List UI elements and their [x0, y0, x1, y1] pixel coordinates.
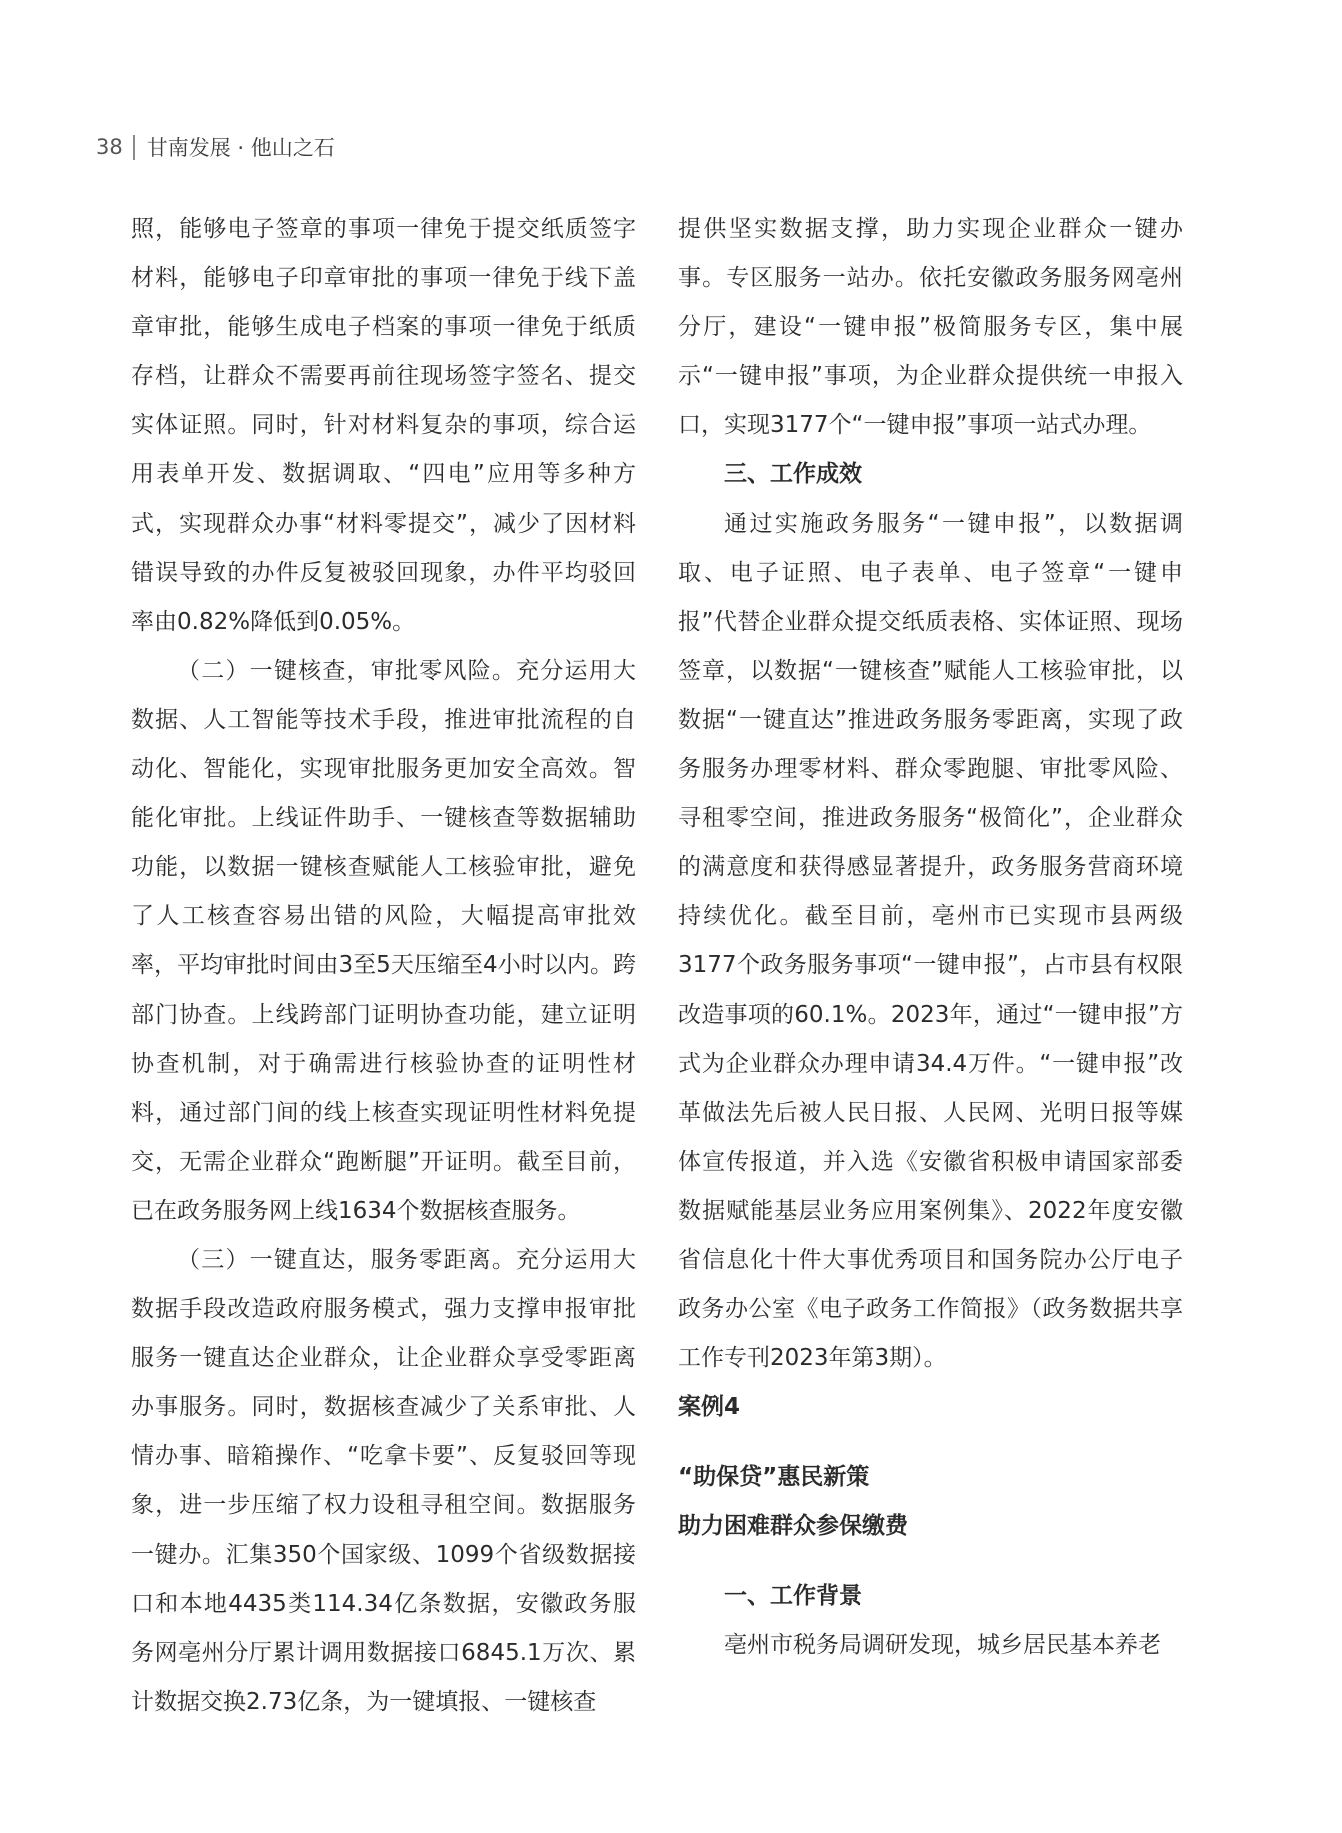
left-paragraph-1: 照，能够电子签章的事项一律免于提交纸质签字材料，能够电子印章审批的事项一律免于线下盖章审批，能够生成电子档案的事项一律免于纸质存档，让群众不需要再前往现场签字签名、提交实体证照。同时，针对材料复杂的事项，综合运用表单开发、数据调取、“四电”应用等多种方式，实现群众办事“材料零提交”，减少了因材料错误导致的办件反复被驳回现象，办件平均驳回率由0.82%降低到0.05%。 [131, 216, 636, 635]
section-heading-results: 三、工作成效 [724, 461, 862, 488]
section-heading-background: 一、工作背景 [724, 1582, 862, 1609]
right-paragraph-3: 亳州市税务局调研发现，城乡居民基本养老 [724, 1631, 1161, 1658]
running-header [96, 132, 335, 162]
page-number: 38 [96, 135, 123, 159]
case-title-line-2: 助力困难群众参保缴费 [678, 1513, 908, 1540]
left-paragraph-2: （二）一键核查，审批零风险。充分运用大数据、人工智能等技术手段，推进审批流程的自动化、智能化，实现审批服务更加安全高效。智能化审批。上线证件助手、一键核查等数据辅助功能，以数据一键核查赋能人工核验审批，避免了人工核查容易出错的风险，大幅提高审批效率，平均审批时间由3至5天压缩至4小时以内。跨部门协查。上线跨部门证明协查功能，建立证明协查机制，对于确需进行核验协查的证明性材料，通过部门间的线上核查实现证明性材料免提交，无需企业群众“跑断腿”开证明。截至目前，已在政务服务网上线1634个数据核查服务。 [131, 657, 636, 1224]
header-divider [133, 135, 135, 160]
left-paragraph-3: （三）一键直达，服务零距离。充分运用大数据手段改造政府服务模式，强力支撑申报审批服务一键直达企业群众，让企业群众享受零距离办事服务。同时，数据核查减少了关系审批、人情办事、暗箱操作、“吃拿卡要”、反复驳回等现象，进一步压缩了权力设租寻租空间。数据服务一键办。汇集350个国家级、1099个省级数据接口和本地4435类114.34亿条数据，安徽政务服务网亳州分厅累计调用数据接口6845.1万次、累计数据交换2.73亿条，为一键填报、一键核查 [131, 1246, 636, 1715]
left-column [131, 205, 636, 1727]
right-paragraph-1: 提供坚实数据支撑，助力实现企业群众一键办事。专区服务一站办。依托安徽政务服务网亳州分厅，建设“一键申报”极简服务专区，集中展示“一键申报”事项，为企业群众提供统一申报入口，实现3177个“一键申报”事项一站式办理。 [678, 216, 1183, 439]
case-title-line-1: “助保贷”惠民新策 [678, 1464, 870, 1491]
publication-title: 甘南发展 · 他山之石 [146, 136, 335, 160]
right-column [678, 205, 1183, 1670]
right-paragraph-2: 通过实施政务服务“一键申报”，以数据调取、电子证照、电子表单、电子签章“一键申报”代替企业群众提交纸质表格、实体证照、现场签章，以数据“一键核查”赋能人工核验审批，以数据“一键直达”推进政务服务零距离，实现了政务服务办理零材料、群众零跑腿、审批零风险、寻租零空间，推进政务服务“极简化”，企业群众的满意度和获得感显著提升，政务服务营商环境持续优化。截至目前，亳州市已实现市县两级3177个政务服务事项“一键申报”，占市县有权限改造事项的60.1%。2023年，通过“一键申报”方式为企业群众办理申请34.4万件。“一键申报”改革做法先后被人民日报、人民网、光明日报等媒体宣传报道，并入选《安徽省积极申请国家部委数据赋能基层业务应用案例集》、2022年度安徽省信息化十件大事优秀项目和国务院办公厅电子政务办公室《电子政务工作简报》（政务数据共享工作专刊2023年第3期）。 [678, 510, 1183, 1372]
case-label: 案例4 [678, 1394, 741, 1421]
